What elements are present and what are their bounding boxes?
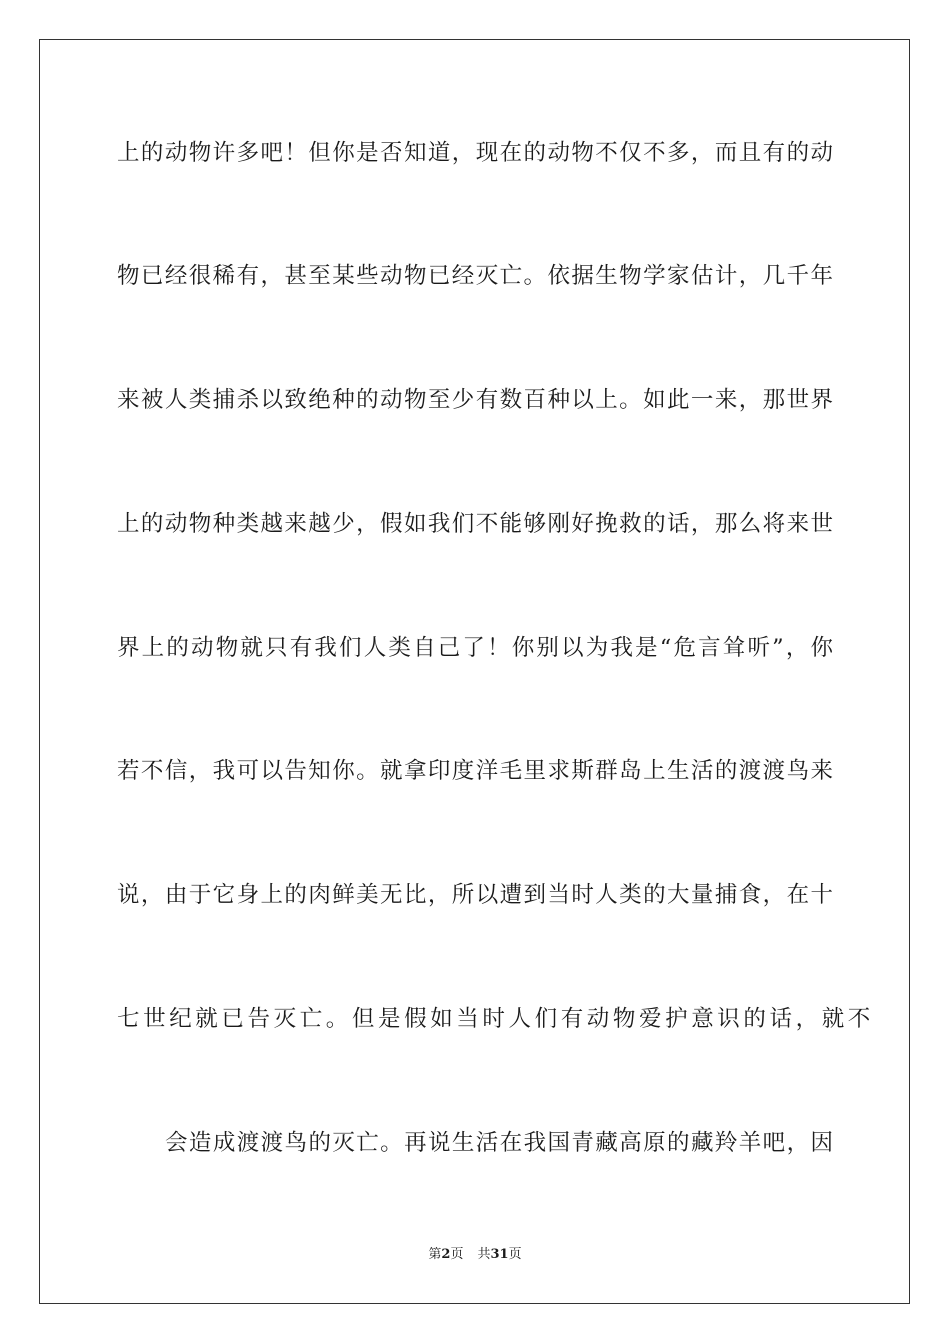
page-number: 2 (441, 1247, 451, 1262)
total-prefix: 共 (477, 1247, 491, 1262)
text-line: 说，由于它身上的肉鲜美无比，所以遭到当时人类的大量捕食，在十 (117, 882, 833, 908)
text-line: 界上的动物就只有我们人类自己了！你别以为我是“危言耸听”，你 (117, 635, 833, 661)
text-line: 若不信，我可以告知你。就拿印度洋毛里求斯群岛上生活的渡渡鸟来 (117, 758, 833, 784)
total-suffix: 页 (508, 1247, 522, 1262)
text-line: 来被人类捕杀以致绝种的动物至少有数百种以上。如此一来，那世界 (117, 387, 833, 413)
page-footer (0, 1246, 950, 1264)
text-line: 上的动物种类越来越少，假如我们不能够刚好挽救的话，那么将来世 (117, 511, 833, 537)
total-pages: 31 (490, 1247, 509, 1262)
text-line: 物已经很稀有，甚至某些动物已经灭亡。依据生物学家估计，几千年 (117, 263, 833, 289)
text-line: 上的动物许多吧！但你是否知道，现在的动物不仅不多，而且有的动 (117, 140, 833, 166)
page-border (39, 39, 910, 1304)
page-prefix: 第 (428, 1247, 442, 1262)
text-line: 七世纪就已告灭亡。但是假如当时人们有动物爱护意识的话，就不 (117, 1006, 874, 1032)
page-suffix: 页 (450, 1247, 464, 1262)
text-line: 会造成渡渡鸟的灭亡。再说生活在我国青藏高原的藏羚羊吧，因 (165, 1130, 833, 1156)
